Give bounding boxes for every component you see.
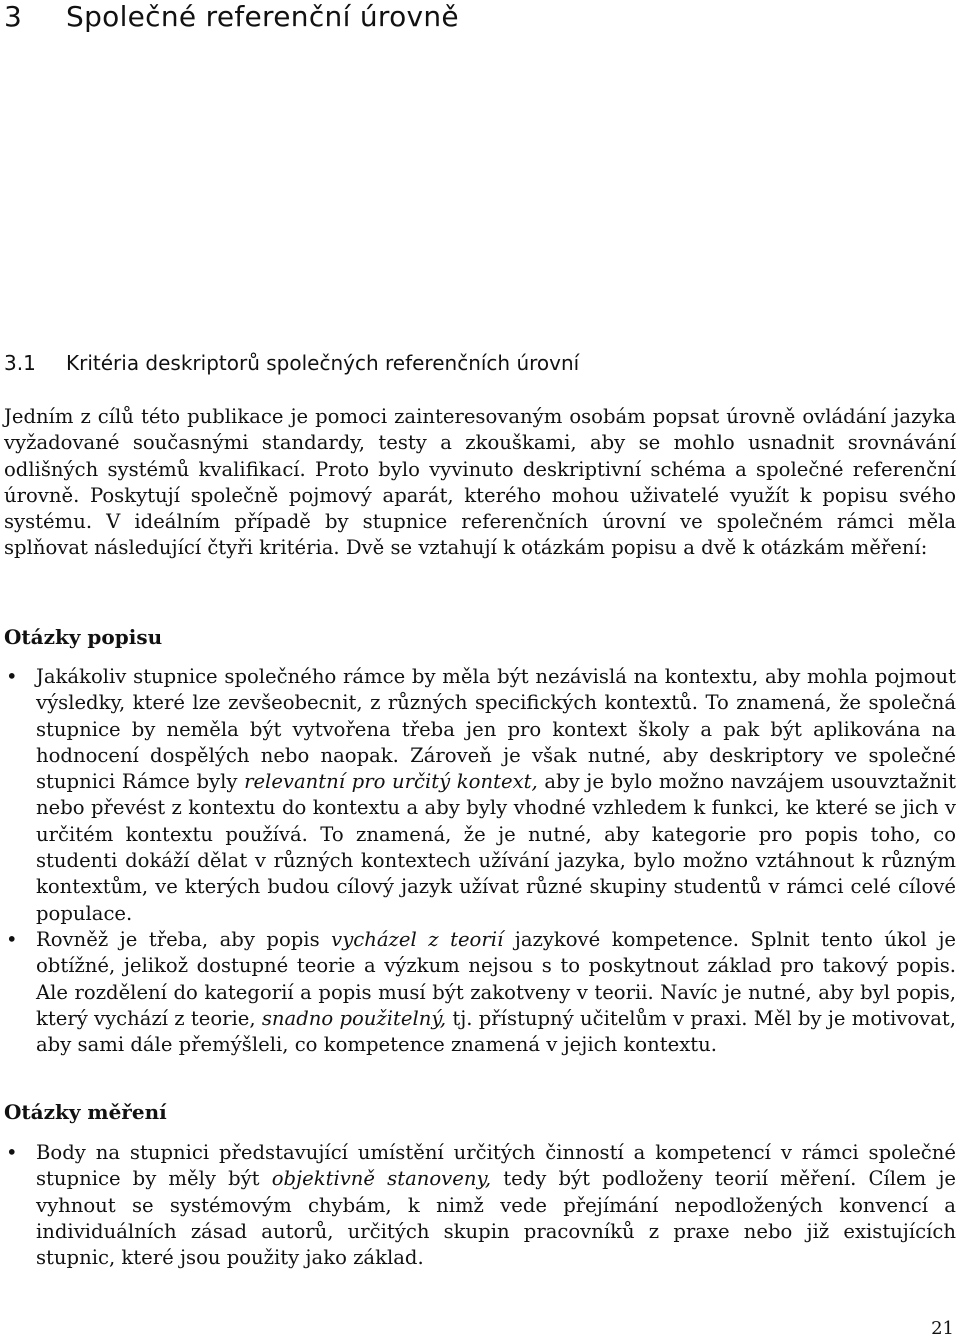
list-item-text: Rovněž je třeba, aby popis [36, 927, 332, 951]
chapter-number: 3 [4, 0, 23, 33]
bullet-icon: • [6, 1141, 18, 1164]
list-item-emphasis: relevantní pro určitý kontext, [244, 770, 538, 794]
list-item-emphasis: objektivně stanoveny, [271, 1167, 492, 1191]
chapter-title: Společné referenční úrovně [66, 0, 459, 33]
list-item-emphasis: vycházel z teorií [331, 927, 504, 951]
section-title: Kritéria deskriptorů společných referenčních úrovní [66, 351, 580, 375]
list-item-text: Body na stupnici představující umístění určitých činností a kompetencí v rámci společné stupnice by měly být [36, 1141, 956, 1191]
list-item-emphasis: snadno použitelný, [261, 1006, 447, 1030]
list-item-text: aby je bylo možno navzájem usouvztažnit nebo převést z kontextu do kontextu a aby byly vhodné vzhledem k funkci, ke které se jich v určitém kontextu používá. To znamená, že je nutné, aby kategorie pro popis toho, co studenti dokáží dělat v různých kontextech užívání jazyka, bylo možno vztáhnout k různým kontextům, ve kterých budou cílový jazyk užívat různé skupiny studentů v rámci celé cílové populace. [36, 770, 956, 925]
list-item-text: jazykové kompetence. Splnit tento úkol je obtížné, jelikož dostupné teorie a výzkum nejsou s to poskytnout základ pro takový popis. Ale rozdělení do kategorií a popis musí být zakotveny v teorii. Navíc je nutné, aby byl popis, který vychází z teorie, [36, 927, 956, 1030]
section-heading [4, 349, 579, 377]
subsection-heading-mereni: Otázky měření [4, 1100, 167, 1124]
subsection-heading-popis: Otázky popisu [4, 625, 163, 649]
list-item [4, 1140, 956, 1271]
section-number: 3.1 [4, 351, 36, 375]
list-item [4, 664, 956, 927]
list-item [4, 927, 956, 1058]
bullet-list-popis [4, 664, 956, 1058]
list-item-text: Jakákoliv stupnice společného rámce by měla být nezávislá na kontextu, aby mohla pojmout výsledky, které lze zevšeobecnit, z různých specifických kontextů. To znamená, že společná stupnice by neměla být vytvořena třeba jen pro kontext školy a pak být aplikována na hodnocení dospělých nebo naopak. Zároveň je však nutné, aby deskriptory ve společné stupnici Rámce byly [36, 665, 956, 794]
list-item-text: tj. přístupný učitelům v praxi. Měl by je motivovat, aby sami dále přemýšleli, co kompetence znamená v jejich kontextu. [36, 1006, 956, 1057]
page-number: 21 [931, 1318, 954, 1339]
list-item-text: tedy být podloženy teorií měření. Cílem je vyhnout se systémovým chybám, k nimž vede přejímání nepodložených konvencí a individuálních zásad autorů, určitých skupin pracovníků z praxe nebo již existujících stupnic, které jsou použity jako základ. [36, 1167, 956, 1270]
bullet-list-mereni [4, 1140, 956, 1271]
bullet-icon: • [6, 927, 18, 951]
bullet-icon: • [6, 665, 18, 688]
intro-paragraph: Jedním z cílů této publikace je pomoci zainteresovaným osobám popsat úrovně ovládání jazyka vyžadované současnými standardy, testy a zkouškami, aby se mohlo usnadnit srovnávání odlišných systémů kvalifikací. Proto bylo vyvinuto deskriptivní schéma a společné referenční úrovně. Poskytují společně pojmový aparát, kterého mohou uživatelé využít k popisu svého systému. V ideálním případě by stupnice referenčních úrovní ve společném rámci měla splňovat následující čtyři kritéria. Dvě se vztahují k otázkám popisu a dvě k otázkám měření: [4, 405, 956, 560]
chapter-heading [4, 0, 459, 34]
